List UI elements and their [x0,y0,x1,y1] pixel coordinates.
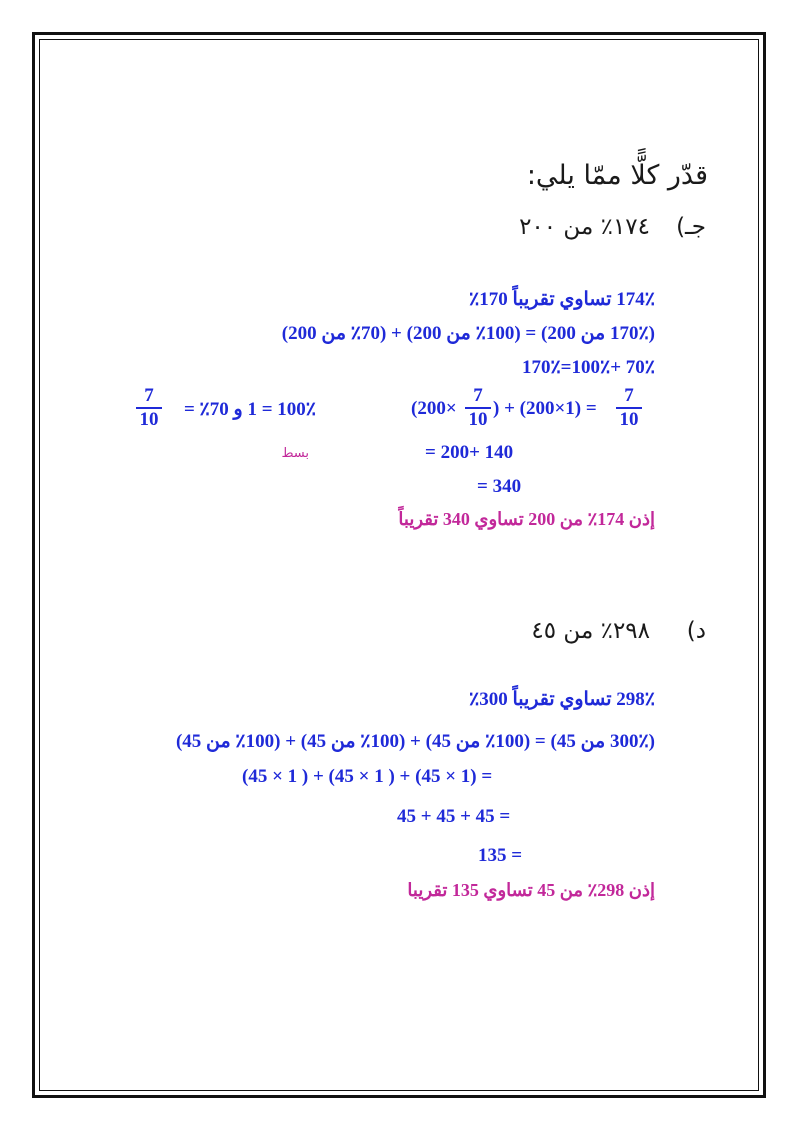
part-d-expression: ٢٩٨٪ من ٤٥ [531,618,650,644]
page-border-inner [39,39,759,1091]
part-c-line3: 170٪=100٪+ 70٪ [521,357,655,378]
fraction-denominator: 10 [619,409,639,430]
part-c-note-fraction [136,386,162,430]
part-c-expression: ١٧٤٪ من ٢٠٠ [519,214,650,240]
part-c-line4-fraction2 [616,386,642,430]
part-c-line4-fraction [465,386,491,430]
part-d-line5: 135 = [478,845,523,866]
part-c-conclusion: إذن 174٪ من 200 تساوي 340 تقريباً [398,509,655,529]
fraction-denominator: 10 [468,409,488,430]
simplify-label: بسط [281,446,309,461]
part-c-line2: (170٪ من 200) = (100٪ من 200) + (70٪ من 200) [281,323,655,344]
part-d-line1: 298٪ تساوي تقريباً 300٪ [469,689,655,710]
part-d-line2: (300٪ من 45) = (100٪ من 45) + (100٪ من 45) + (100٪ من 45) [175,731,655,752]
page-heading: قدّر كلًّا ممّا يلي: [526,160,708,191]
fraction-numerator: 7 [473,385,483,406]
part-c-line5: = 200+ 140 [425,442,514,463]
part-c-line4-left: (200× [411,398,457,419]
part-d-line4: 45 + 45 + 45 = [397,806,511,827]
fraction-numerator: 7 [624,385,634,406]
fraction-numerator: 7 [144,385,154,406]
part-c-line6: = 340 [477,476,522,497]
part-d-line3: (45 × 1 ) + (45 × 1 ) + (45 × 1) = [242,766,493,787]
fraction-denominator: 10 [139,409,159,430]
part-d-label: د) [686,618,706,644]
part-c-note: 100٪ = 1 و 70٪ = [183,399,316,420]
part-c-line1: 174٪ تساوي تقريباً 170٪ [469,289,655,310]
part-c-label: جـ) [676,214,706,240]
part-c-line4-right: ) + (200×1) = [493,398,597,419]
part-d-conclusion: إذن 298٪ من 45 تساوي 135 تقريبا [407,880,655,900]
